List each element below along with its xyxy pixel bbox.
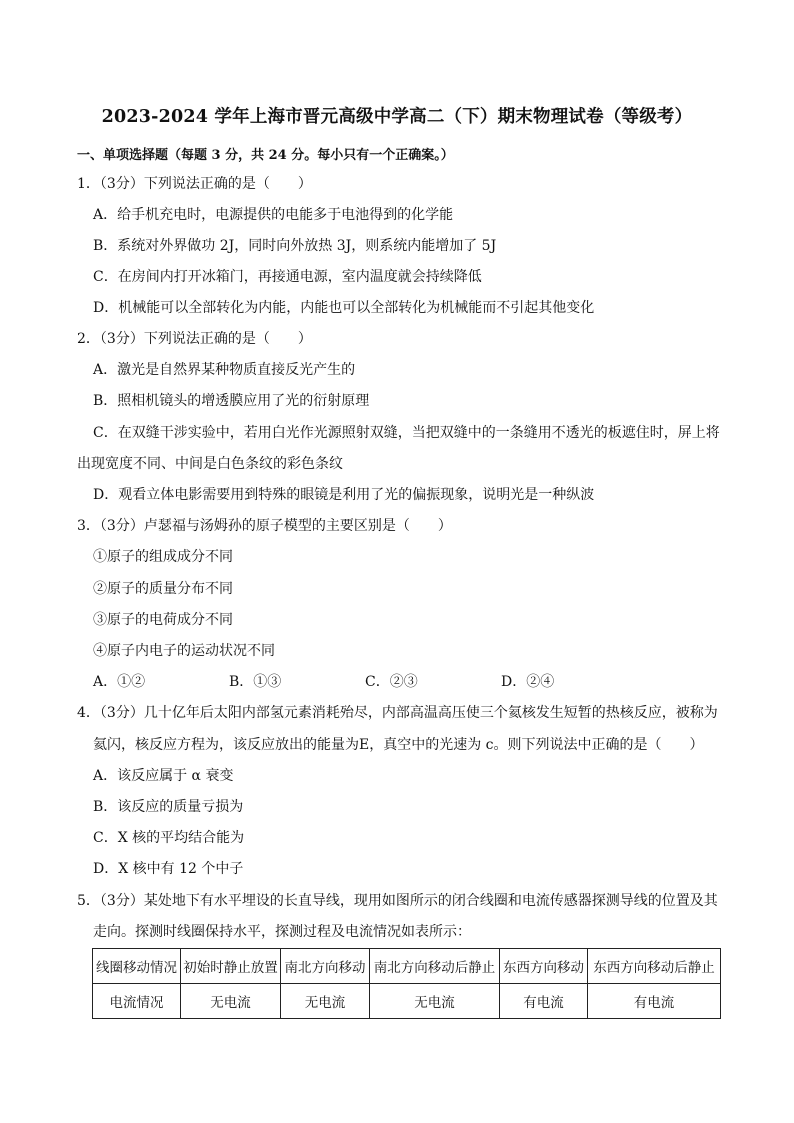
question-2-option-b: B．照相机镜头的增透膜应用了光的衍射原理 xyxy=(93,393,370,409)
question-4-option-a: A．该反应属于 α 衰变 xyxy=(93,768,234,784)
table-row xyxy=(93,949,721,984)
question-5-stem-continued: 走向。探测时线圈保持水平，探测过程及电流情况如表所示： xyxy=(93,924,471,940)
table-header-cell: 南北方向移动 xyxy=(281,949,370,984)
table-cell: 电流情况 xyxy=(93,984,181,1019)
table-cell: 无电流 xyxy=(181,984,281,1019)
table-cell: 无电流 xyxy=(370,984,500,1019)
question-2-option-a: A．激光是自然界某种物质直接反光产生的 xyxy=(93,362,356,378)
table-header-cell: 线圈移动情况 xyxy=(93,949,181,984)
question-3-item-4: ④原子内电子的运动状况不同 xyxy=(93,643,275,659)
question-2-stem: 2．（3分）下列说法正确的是（ ） xyxy=(77,331,312,347)
table-cell: 有电流 xyxy=(588,984,721,1019)
question-1-option-b: B．系统对外界做功 2J，同时向外放热 3J，则系统内能增加了 5J xyxy=(93,238,497,254)
table-cell: 有电流 xyxy=(500,984,588,1019)
question-1-stem: 1．（3分）下列说法正确的是（ ） xyxy=(77,176,312,192)
question-3-item-2: ②原子的质量分布不同 xyxy=(93,581,233,597)
table-header-cell: 东西方向移动后静止 xyxy=(588,949,721,984)
table-row xyxy=(93,984,721,1019)
detection-table xyxy=(92,948,721,1019)
question-3-choice-c: C．②③ xyxy=(365,674,418,690)
question-2-option-c-continued: 出现宽度不同、中间是白色条纹的彩色条纹 xyxy=(77,456,343,472)
question-3-stem: 3．（3分）卢瑟福与汤姆孙的原子模型的主要区别是（ ） xyxy=(77,518,452,534)
question-4-stem-continued: 氦闪，核反应方程为，该反应放出的能量为E，真空中的光速为 c。则下列说法中正确的是（ ） xyxy=(93,737,704,753)
question-2-option-d: D．观看立体电影需要用到特殊的眼镜是利用了光的偏振现象，说明光是一种纵波 xyxy=(93,487,595,503)
question-3-choices xyxy=(93,673,554,691)
question-4-option-b: B．该反应的质量亏损为 xyxy=(93,799,244,815)
question-3-item-3: ③原子的电荷成分不同 xyxy=(93,612,233,628)
question-1-option-c: C．在房间内打开冰箱门，再接通电源，室内温度就会持续降低 xyxy=(93,269,482,285)
table-header-cell: 初始时静止放置 xyxy=(181,949,281,984)
page-title: 2023-2024 学年上海市晋元高级中学高二（下）期末物理试卷（等级考） xyxy=(101,107,693,127)
question-4-stem: 4．（3分）几十亿年后太阳内部氢元素消耗殆尽，内部高温高压使三个氦核发生短暂的热核反应，被称为 xyxy=(77,705,718,721)
section-heading: 一、单项选择题（每题 3 分，共 24 分。每小只有一个正确案。） xyxy=(77,148,454,163)
table-header-cell: 东西方向移动 xyxy=(500,949,588,984)
table-header-cell: 南北方向移动后静止 xyxy=(370,949,500,984)
question-1-option-d: D．机械能可以全部转化为内能，内能也可以全部转化为机械能而不引起其他变化 xyxy=(93,300,595,316)
question-4-option-d: D．X 核中有 12 个中子 xyxy=(93,861,244,877)
question-1-option-a: A．给手机充电时，电源提供的电能多于电池得到的化学能 xyxy=(93,207,454,223)
question-3-item-1: ①原子的组成成分不同 xyxy=(93,549,233,565)
question-3-choice-d: D．②④ xyxy=(501,674,555,690)
question-2-option-c: C．在双缝干涉实验中，若用白光作光源照射双缝，当把双缝中的一条缝用不透光的板遮住时，屏上将 xyxy=(93,425,720,441)
table-cell: 无电流 xyxy=(281,984,370,1019)
question-3-choice-a: A．①② xyxy=(93,674,146,690)
question-4-option-c: C．X 核的平均结合能为 xyxy=(93,830,245,846)
question-5-stem: 5．（3分）某处地下有水平埋设的长直导线，现用如图所示的闭合线圈和电流传感器探测导线的位置及其 xyxy=(77,893,718,909)
question-3-choice-b: B．①③ xyxy=(229,674,282,690)
